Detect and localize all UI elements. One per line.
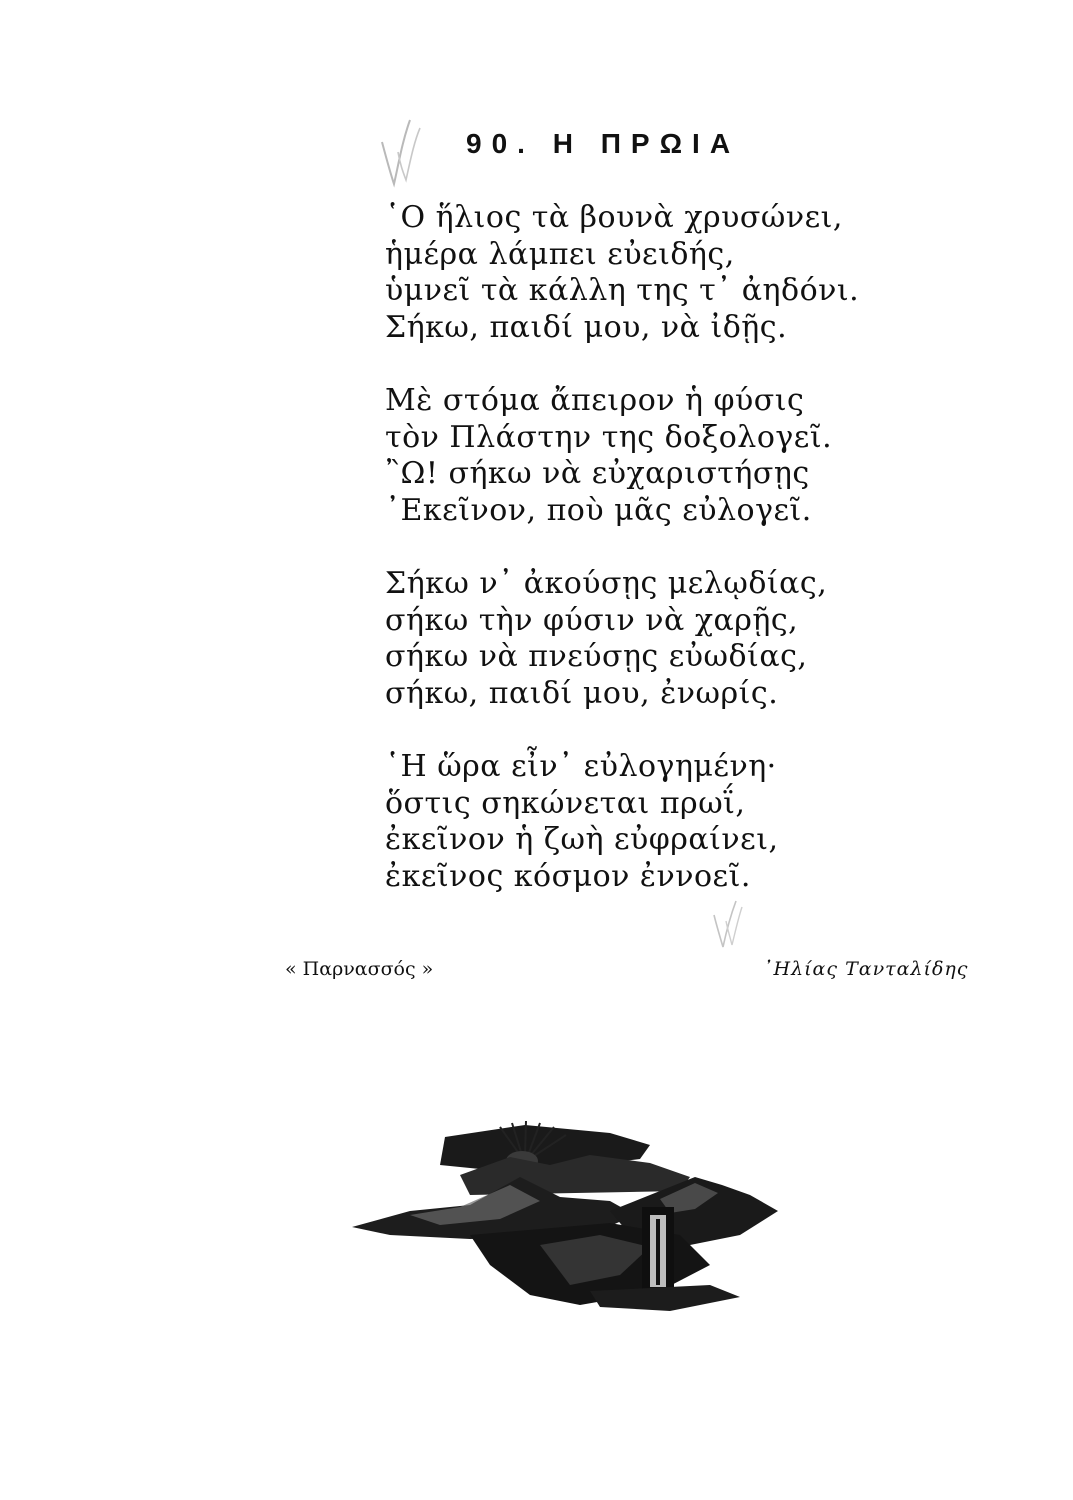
poem-line: ἐκεῖνον ἡ ζωὴ εὐφραίνει,: [385, 822, 779, 857]
sunrise-mountains-icon: [350, 1115, 780, 1315]
poem-line: ῾Η ὥρα εἶν᾽ εὐλογημένη·: [385, 749, 777, 784]
poem-line: σήκω, παιδί μου, ἐνωρίς.: [385, 675, 779, 711]
pencil-checkmark-icon: [708, 895, 748, 955]
stanza-4: [385, 749, 805, 895]
stanza-1: [385, 200, 860, 346]
poem-line: σήκω τὴν φύσιν νὰ χαρῇς,: [385, 602, 799, 638]
page-title: 90. Η ΠΡΩΙΑ: [466, 128, 741, 159]
poem-line: ὅστις σηκώνεται πρωΐ,: [385, 785, 746, 821]
poem-line: ὑμνεῖ τὰ κάλλη της τ᾽ ἀηδόνι.: [385, 273, 860, 308]
author-credit: ᾽Ηλίας Τανταλίδης: [763, 958, 969, 980]
poem-line: ῍Ω! σήκω νὰ εὐχαριστήσῃς: [385, 456, 810, 491]
poem-line: ἡμέρα λάμπει εὐειδής,: [385, 236, 735, 272]
poem-line: Μὲ στόμα ἄπειρον ἡ φύσις: [385, 383, 805, 418]
source-credit: « Παρνασσός »: [285, 958, 434, 980]
stanza-3: [385, 566, 828, 712]
poem-line: ἐκεῖνος κόσμον ἐννοεῖ.: [385, 858, 751, 894]
poem-line: ῾Ο ἥλιος τὰ βουνὰ χρυσώνει,: [385, 200, 843, 235]
poem-line: Σήκω ν᾽ ἀκούσῃς μελῳδίας,: [385, 566, 828, 601]
stanza-2: [385, 383, 833, 529]
poem-line: σήκω νὰ πνεύσῃς εὐωδίας,: [385, 639, 808, 674]
pencil-checkmark-icon: [372, 112, 432, 192]
poem-line: Σήκω, παιδί μου, νὰ ἰδῇς.: [385, 309, 788, 345]
poem-line: ᾽Εκεῖνον, ποὺ μᾶς εὐλογεῖ.: [385, 492, 812, 528]
poem-line: τὸν Πλάστην της δοξολογεῖ.: [385, 419, 833, 455]
poem: [385, 200, 860, 932]
